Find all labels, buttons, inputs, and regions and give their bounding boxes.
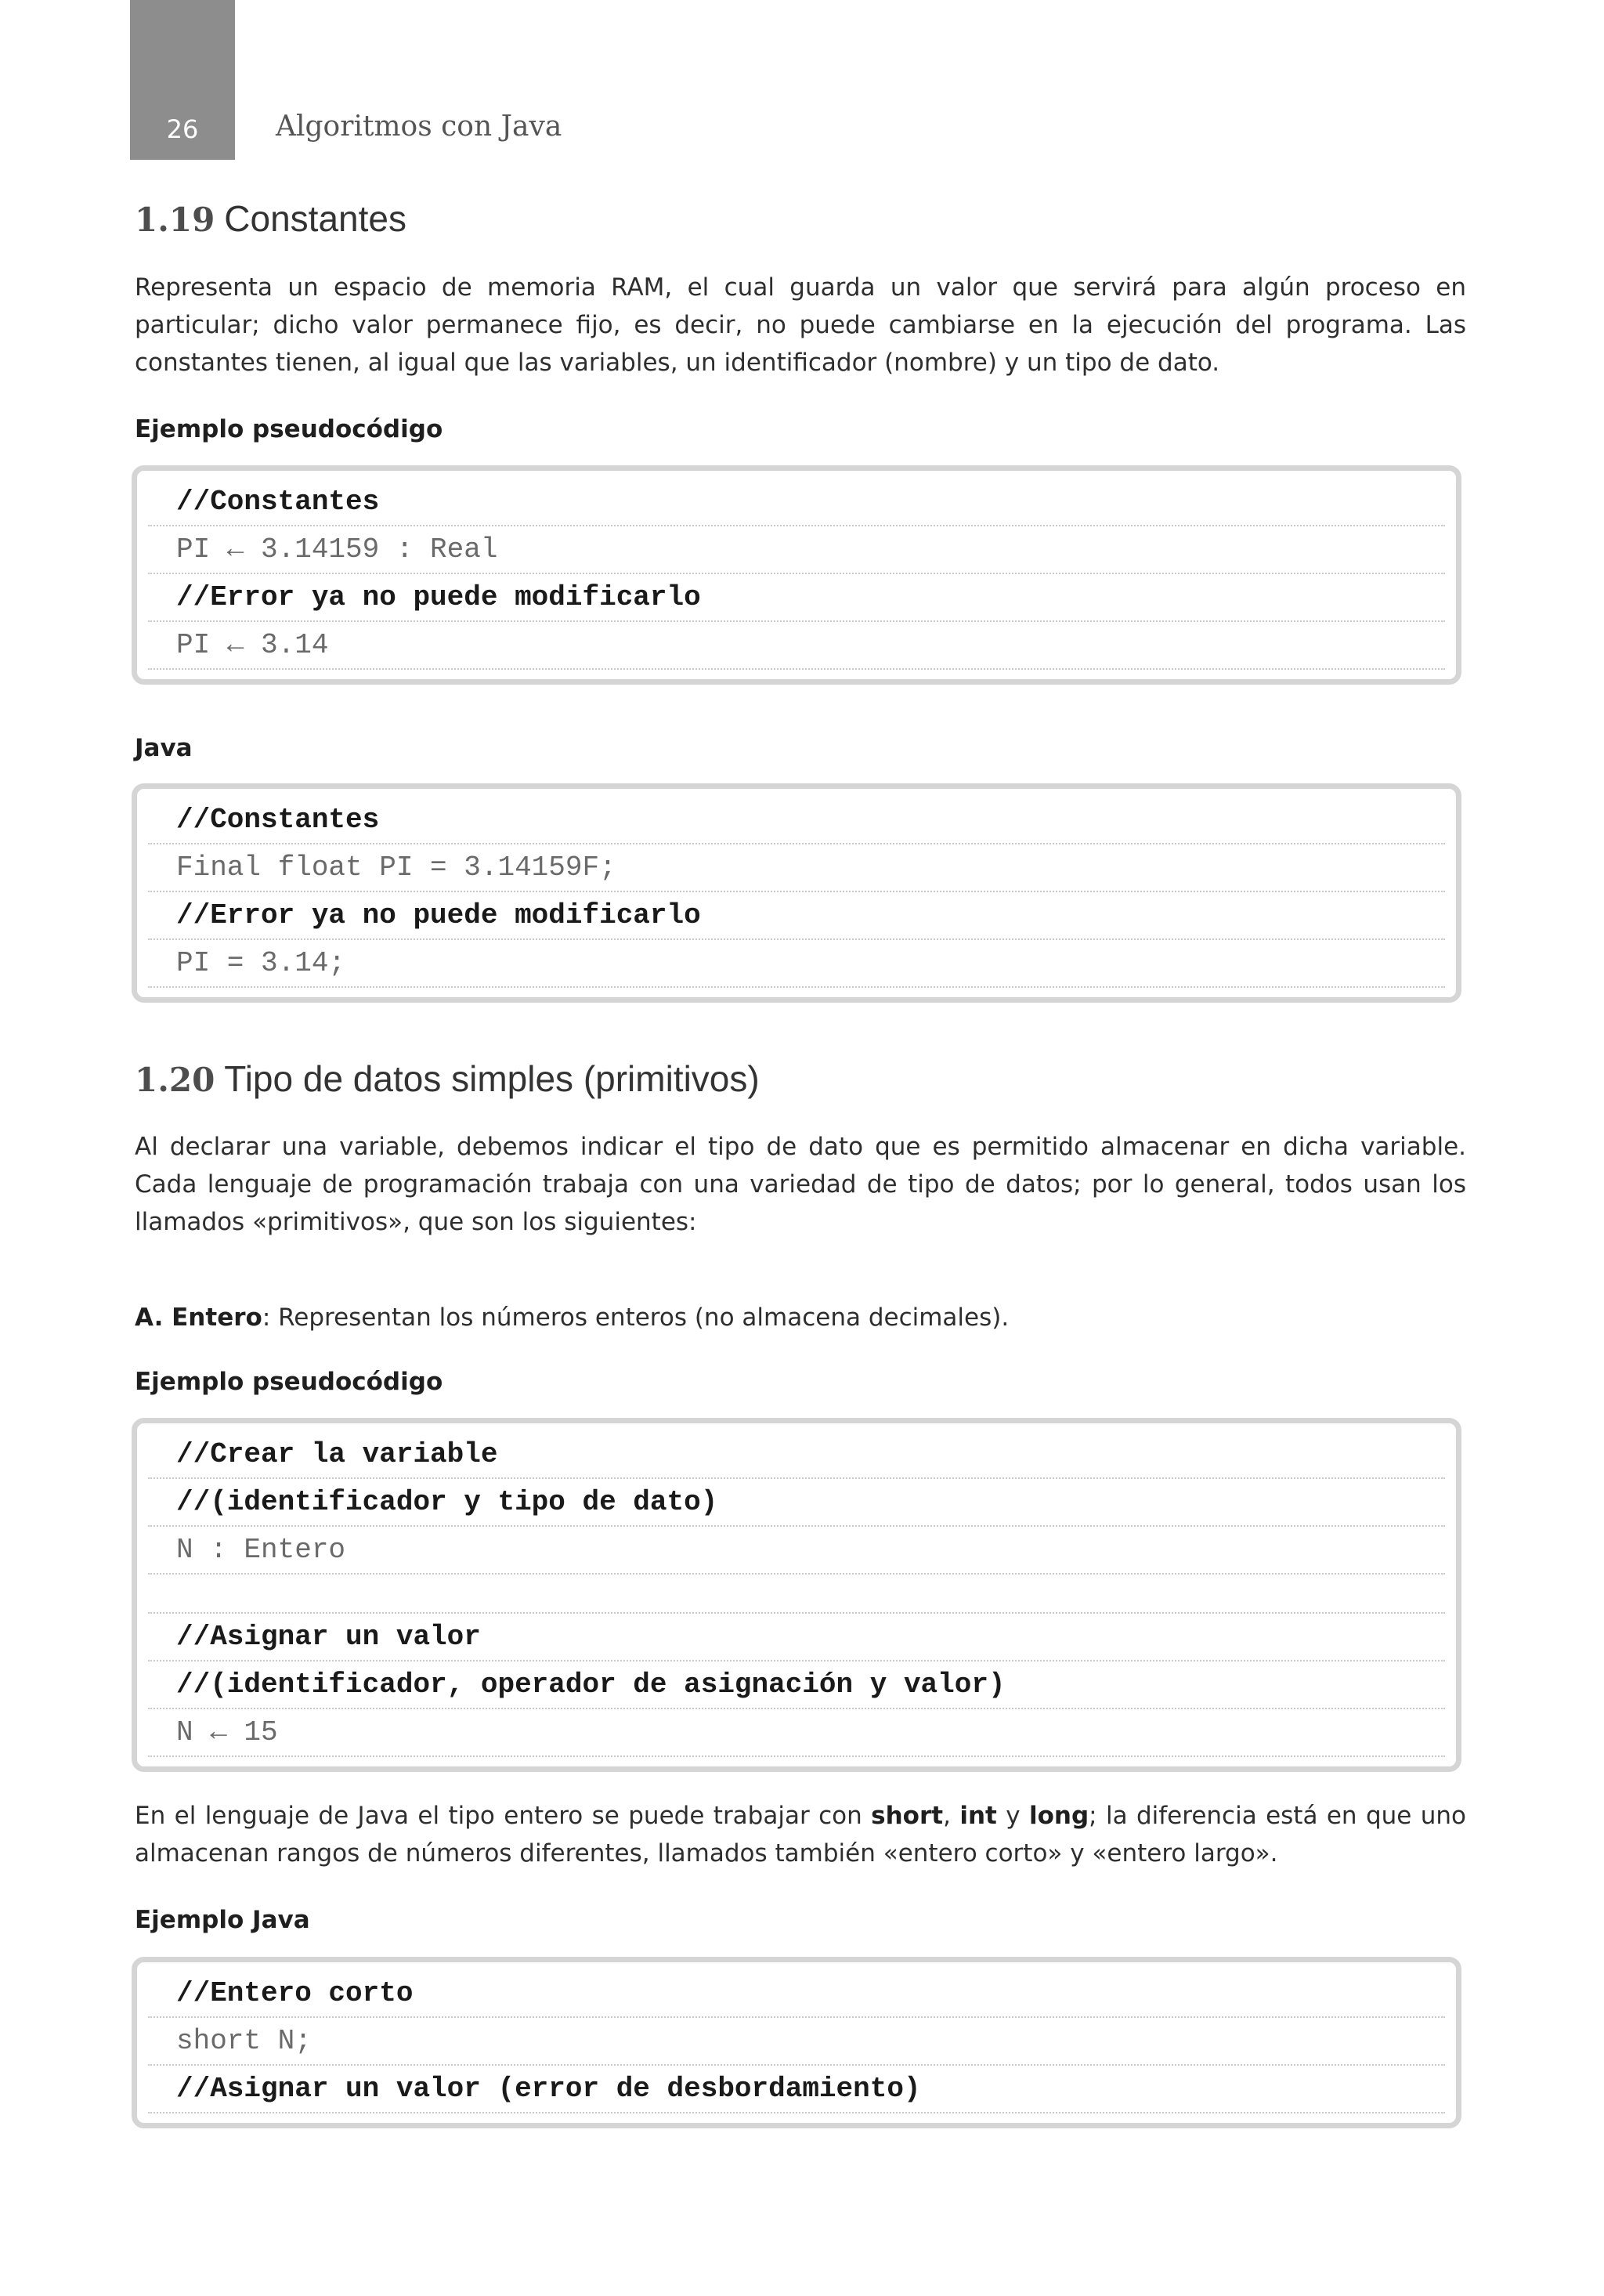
- java-example-label: Java: [135, 734, 193, 762]
- section-heading-constantes: [135, 197, 406, 240]
- paragraph-text: ,: [943, 1802, 960, 1830]
- tipos-de-datos-paragraph: Al declarar una variable, debemos indicar el tipo de dato que es permitido almacenar en dicha variable. Cada lenguaje de programación trabaja con una variedad de tipo de datos; por lo general, todos usan los llamados «primitivos», que son los siguientes:: [135, 1133, 1466, 1236]
- section-number: 1.19: [135, 201, 215, 239]
- section-number: 1.20: [135, 1061, 215, 1099]
- code-line: short N;: [148, 2018, 1445, 2066]
- code-line: PI ← 3.14: [148, 622, 1445, 670]
- code-line: PI = 3.14;: [148, 940, 1445, 988]
- paragraph-text: y: [996, 1802, 1029, 1830]
- code-line: PI ← 3.14159 : Real: [148, 526, 1445, 574]
- code-line-empty: [148, 1575, 1445, 1614]
- section-title: Constantes: [224, 198, 406, 239]
- keyword-long: long: [1028, 1802, 1089, 1830]
- section-heading-tipos-de-datos: [135, 1058, 760, 1100]
- code-line: //Constantes: [148, 479, 1445, 526]
- paragraph-text: ; la diferencia está en que uno almacenan rangos de números diferentes, llamados también «entero corto» y «entero largo».: [135, 1802, 1466, 1868]
- code-line: //(identificador y tipo de dato): [148, 1479, 1445, 1527]
- java-code-box-entero: [132, 1957, 1461, 2128]
- entero-description: : Representan los números enteros (no almacena decimales).: [262, 1303, 1010, 1332]
- pseudocode-box-entero: [132, 1418, 1461, 1772]
- paragraph-text: En el lenguaje de Java el tipo entero se puede trabajar con: [135, 1802, 872, 1830]
- code-line: //Entero corto: [148, 1970, 1445, 2018]
- code-line: //Constantes: [148, 797, 1445, 844]
- code-line: Final float PI = 3.14159F;: [148, 844, 1445, 892]
- code-line: //Error ya no puede modificarlo: [148, 574, 1445, 622]
- java-code-box-constantes: [132, 783, 1461, 1003]
- code-line: //Asignar un valor (error de desbordamiento): [148, 2066, 1445, 2113]
- keyword-short: short: [871, 1802, 944, 1830]
- pseudocode-example-label: Ejemplo pseudocódigo: [135, 415, 443, 443]
- code-line: N ← 15: [148, 1709, 1445, 1757]
- pseudocode-example-label: Ejemplo pseudocódigo: [135, 1368, 443, 1396]
- entero-term: A. Entero: [135, 1303, 262, 1332]
- code-line: //Error ya no puede modificarlo: [148, 892, 1445, 940]
- pseudocode-box-constantes: [132, 465, 1461, 685]
- code-line: //(identificador, operador de asignación y valor): [148, 1661, 1445, 1709]
- code-line: //Asignar un valor: [148, 1614, 1445, 1661]
- constantes-paragraph: Representa un espacio de memoria RAM, el cual guarda un valor que servirá para algún proceso en particular; dicho valor permanece fijo, es decir, no puede cambiarse en la ejecución del programa. Las constantes tienen, al igual que las variables, un identificador (nombre) y un tipo de dato.: [135, 273, 1466, 377]
- entero-definition: [135, 1299, 1466, 1336]
- java-entero-paragraph: [135, 1797, 1466, 1872]
- running-header-title: Algoritmos con Java: [276, 110, 562, 143]
- page-number: 26: [166, 114, 199, 144]
- java-example-label: Ejemplo Java: [135, 1906, 310, 1934]
- code-line: N : Entero: [148, 1527, 1445, 1575]
- section-title: Tipo de datos simples (primitivos): [224, 1058, 760, 1099]
- code-line: //Crear la variable: [148, 1431, 1445, 1479]
- keyword-int: int: [959, 1802, 997, 1830]
